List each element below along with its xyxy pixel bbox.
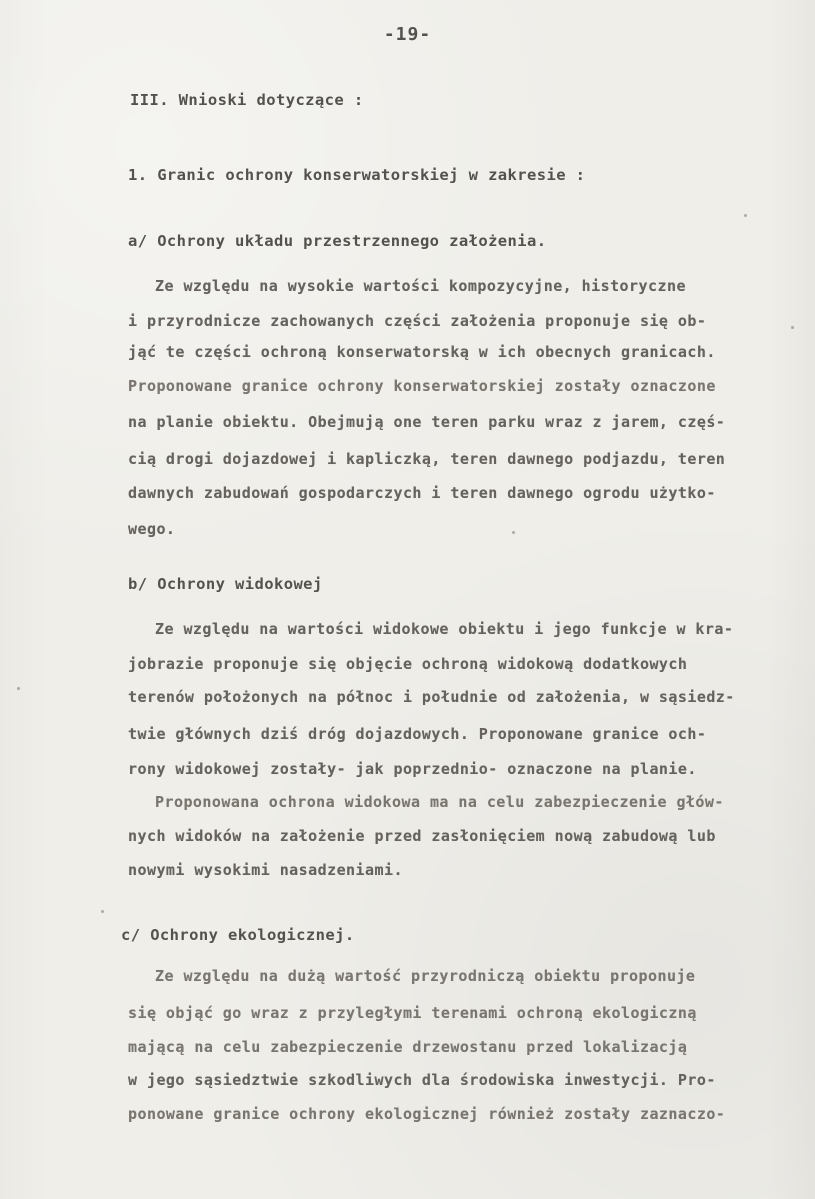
section-a-line: wego. [128, 520, 176, 538]
section-a-line: dawnych zabudowań gospodarczych i teren dawnego ogrodu użytko- [128, 484, 716, 502]
section-b-line: nych widoków na założenie przed zasłonięciem nową zabudową lub [128, 827, 716, 845]
paper-speck [512, 531, 515, 534]
section-a-line: cią drogi dojazdowej i kapliczką, teren dawnego podjazdu, teren [128, 450, 726, 468]
section-a-line: na planie obiektu. Obejmują one teren parku wraz z jarem, częś- [128, 413, 726, 431]
section-b-line: nowymi wysokimi nasadzeniami. [128, 861, 403, 879]
section-b-line: jobrazie proponuje się objęcie ochroną widokową dodatkowych [128, 655, 688, 673]
page-number: -19- [383, 24, 432, 45]
section-c-line: w jego sąsiedztwie szkodliwych dla środowiska inwestycji. Pro- [128, 1071, 716, 1089]
section-a-line: i przyrodnicze zachowanych części założenia proponuje się ob- [128, 312, 707, 330]
section-c-line: ponowane granice ochrony ekologicznej również zostały zaznaczo- [128, 1105, 726, 1123]
section-c-line: się objąć go wraz z przyległymi terenami ochroną ekologiczną [128, 1004, 697, 1022]
section-b-heading: b/ Ochrony widokowej [128, 575, 323, 593]
section-b-line: twie głównych dziś dróg dojazdowych. Proponowane granice och- [128, 725, 707, 743]
section-c-heading: c/ Ochrony ekologicznej. [121, 926, 355, 944]
section-a-heading: a/ Ochrony układu przestrzennego założenia. [128, 232, 547, 250]
paper-speck [744, 214, 747, 217]
section-title: III. Wnioski dotyczące : [130, 91, 364, 109]
paper-speck [17, 687, 20, 690]
section-a-line: Ze względu na wysokie wartości kompozycyjne, historyczne [155, 277, 686, 295]
section-a-line: Proponowane granice ochrony konserwatorskiej zostały oznaczone [128, 377, 716, 395]
section-b-line: rony widokowej zostały- jak poprzednio- oznaczone na planie. [128, 760, 697, 778]
subsection-title: 1. Granic ochrony konserwatorskiej w zakresie : [128, 166, 586, 184]
section-b-line: Proponowana ochrona widokowa ma na celu zabezpieczenie głów- [155, 793, 724, 811]
section-c-line: Ze względu na dużą wartość przyrodniczą obiektu proponuje [155, 967, 696, 985]
paper-speck [791, 326, 794, 329]
section-b-line: terenów położonych na północ i południe od założenia, w sąsiedz- [128, 688, 735, 706]
section-b-line: Ze względu na wartości widokowe obiektu i jego funkcje w kra- [155, 620, 734, 638]
paper-speck [101, 910, 104, 913]
section-a-line: jąć te części ochroną konserwatorską w ich obecnych granicach. [128, 343, 716, 361]
section-c-line: mającą na celu zabezpieczenie drzewostanu przed lokalizacją [128, 1038, 688, 1056]
